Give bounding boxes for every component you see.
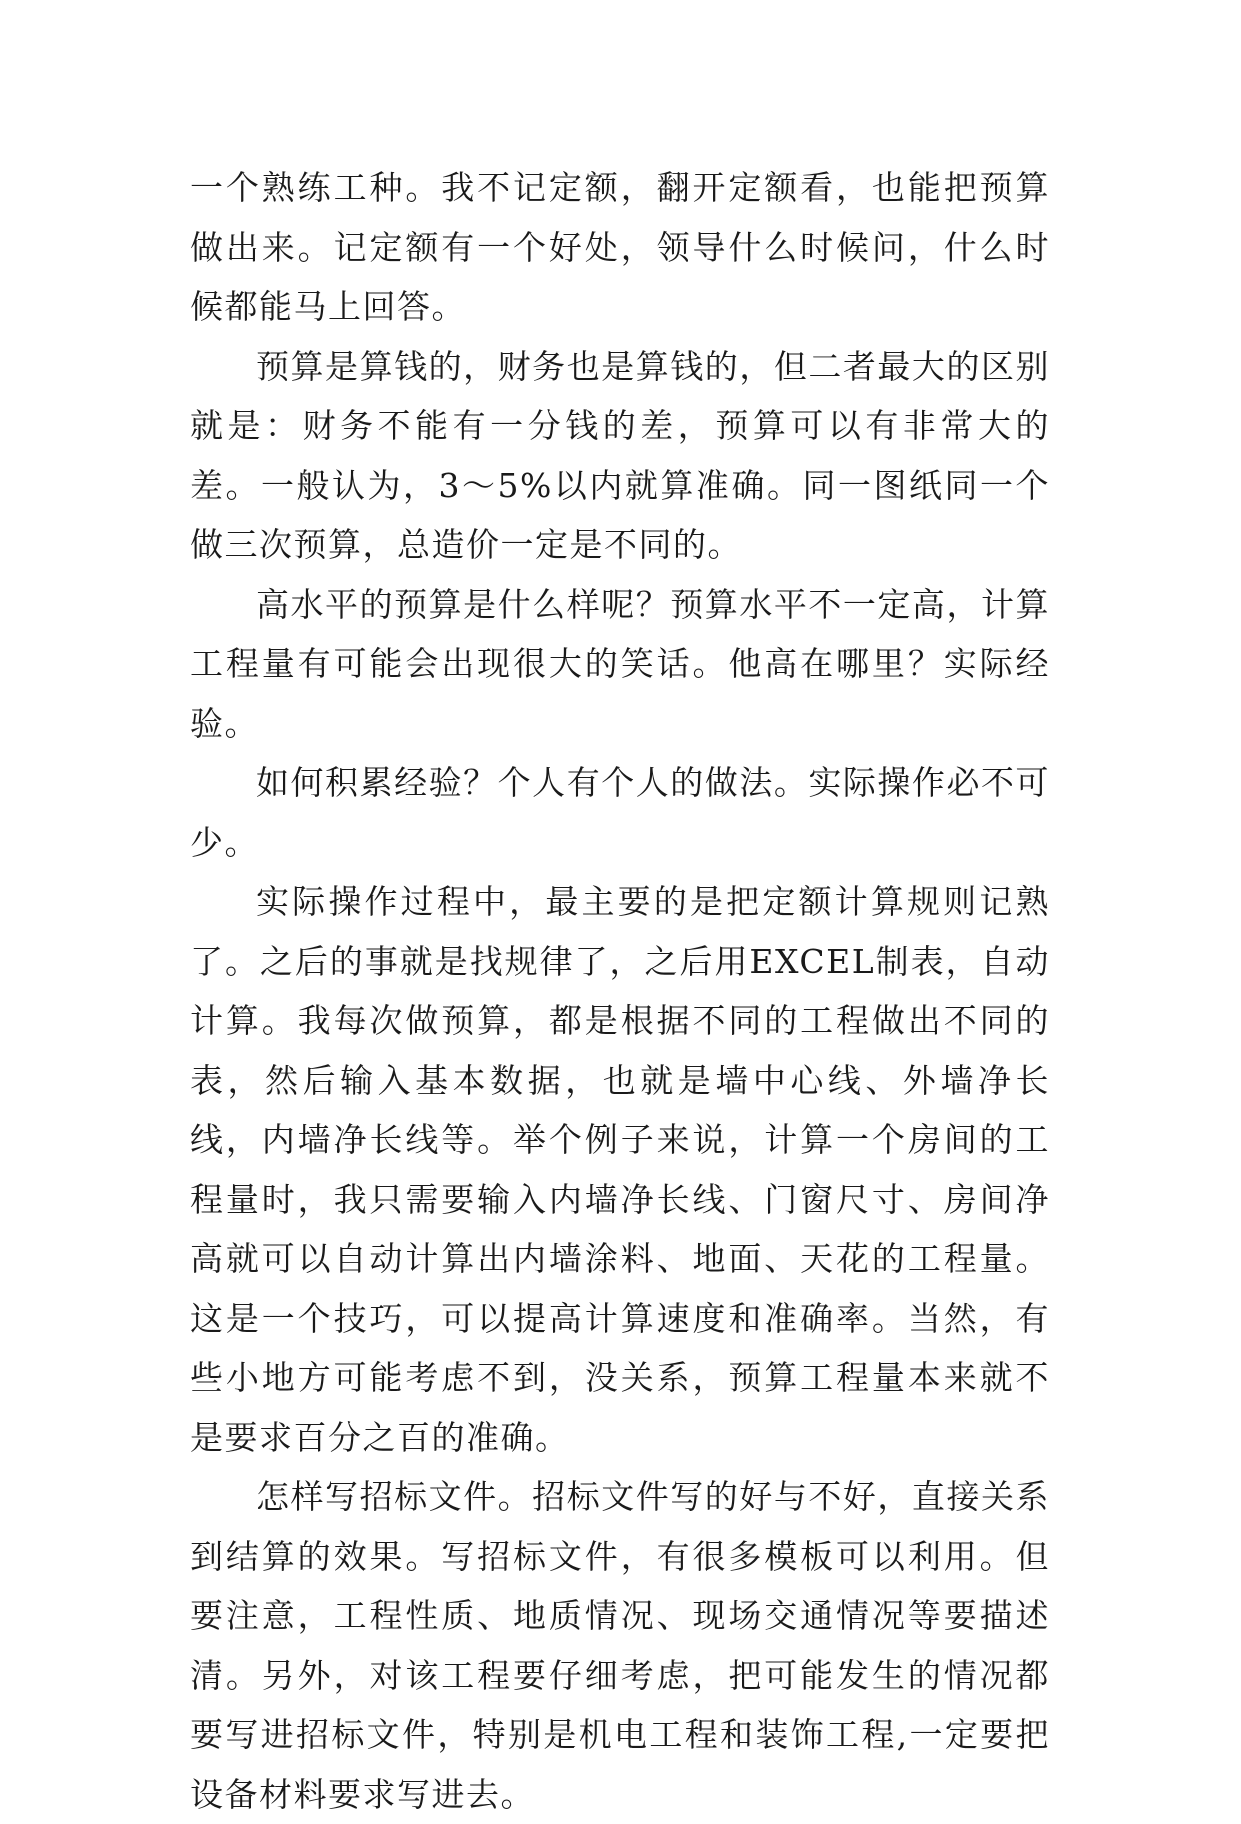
paragraph-continuation: 一个熟练工种。我不记定额，翻开定额看，也能把预算做出来。记定额有一个好处，领导什么时候问，什么时候都能马上回答。 [190,168,1050,326]
paragraph-practical-operation: 实际操作过程中，最主要的是把定额计算规则记熟了。之后的事就是找规律了，之后用EXCEL制表，自动计算。我每次做预算，都是根据不同的工程做出不同的表，然后输入基本数据，也就是墙中心线、外墙净长线，内墙净长线等。举个例子来说，计算一个房间的工程量时，我只需要输入内墙净长线、门窗尺寸、房间净高就可以自动计算出内墙涂料、地面、天花的工程量。这是一个技巧，可以提高计算速度和准确率。当然，有些小地方可能考虑不到，没关系，预算工程量本来就不是要求百分之百的准确。 [190,882,1050,1457]
paragraph-budget-vs-finance: 预算是算钱的，财务也是算钱的，但二者最大的区别就是：财务不能有一分钱的差，预算可以有非常大的差。一般认为，3～5%以内就算准确。同一图纸同一个做三次预算，总造价一定是不同的。 [190,346,1050,564]
paragraph-tender-documents: 怎样写招标文件。招标文件写的好与不好，直接关系到结算的效果。写招标文件，有很多模板可以利用。但要注意，工程性质、地质情况、现场交通情况等要描述清。另外，对该工程要仔细考虑，把可能发生的情况都要写进招标文件，特别是机电工程和装饰工程,一定要把设备材料要求写进去。 [190,1477,1050,1814]
paragraph-accumulate-experience: 如何积累经验？个人有个人的做法。实际操作必不可少。 [190,763,1050,862]
paragraph-high-level-budget: 高水平的预算是什么样呢？预算水平不一定高，计算工程量有可能会出现很大的笑话。他高在哪里？实际经验。 [190,584,1050,743]
document-body [190,158,1050,1824]
